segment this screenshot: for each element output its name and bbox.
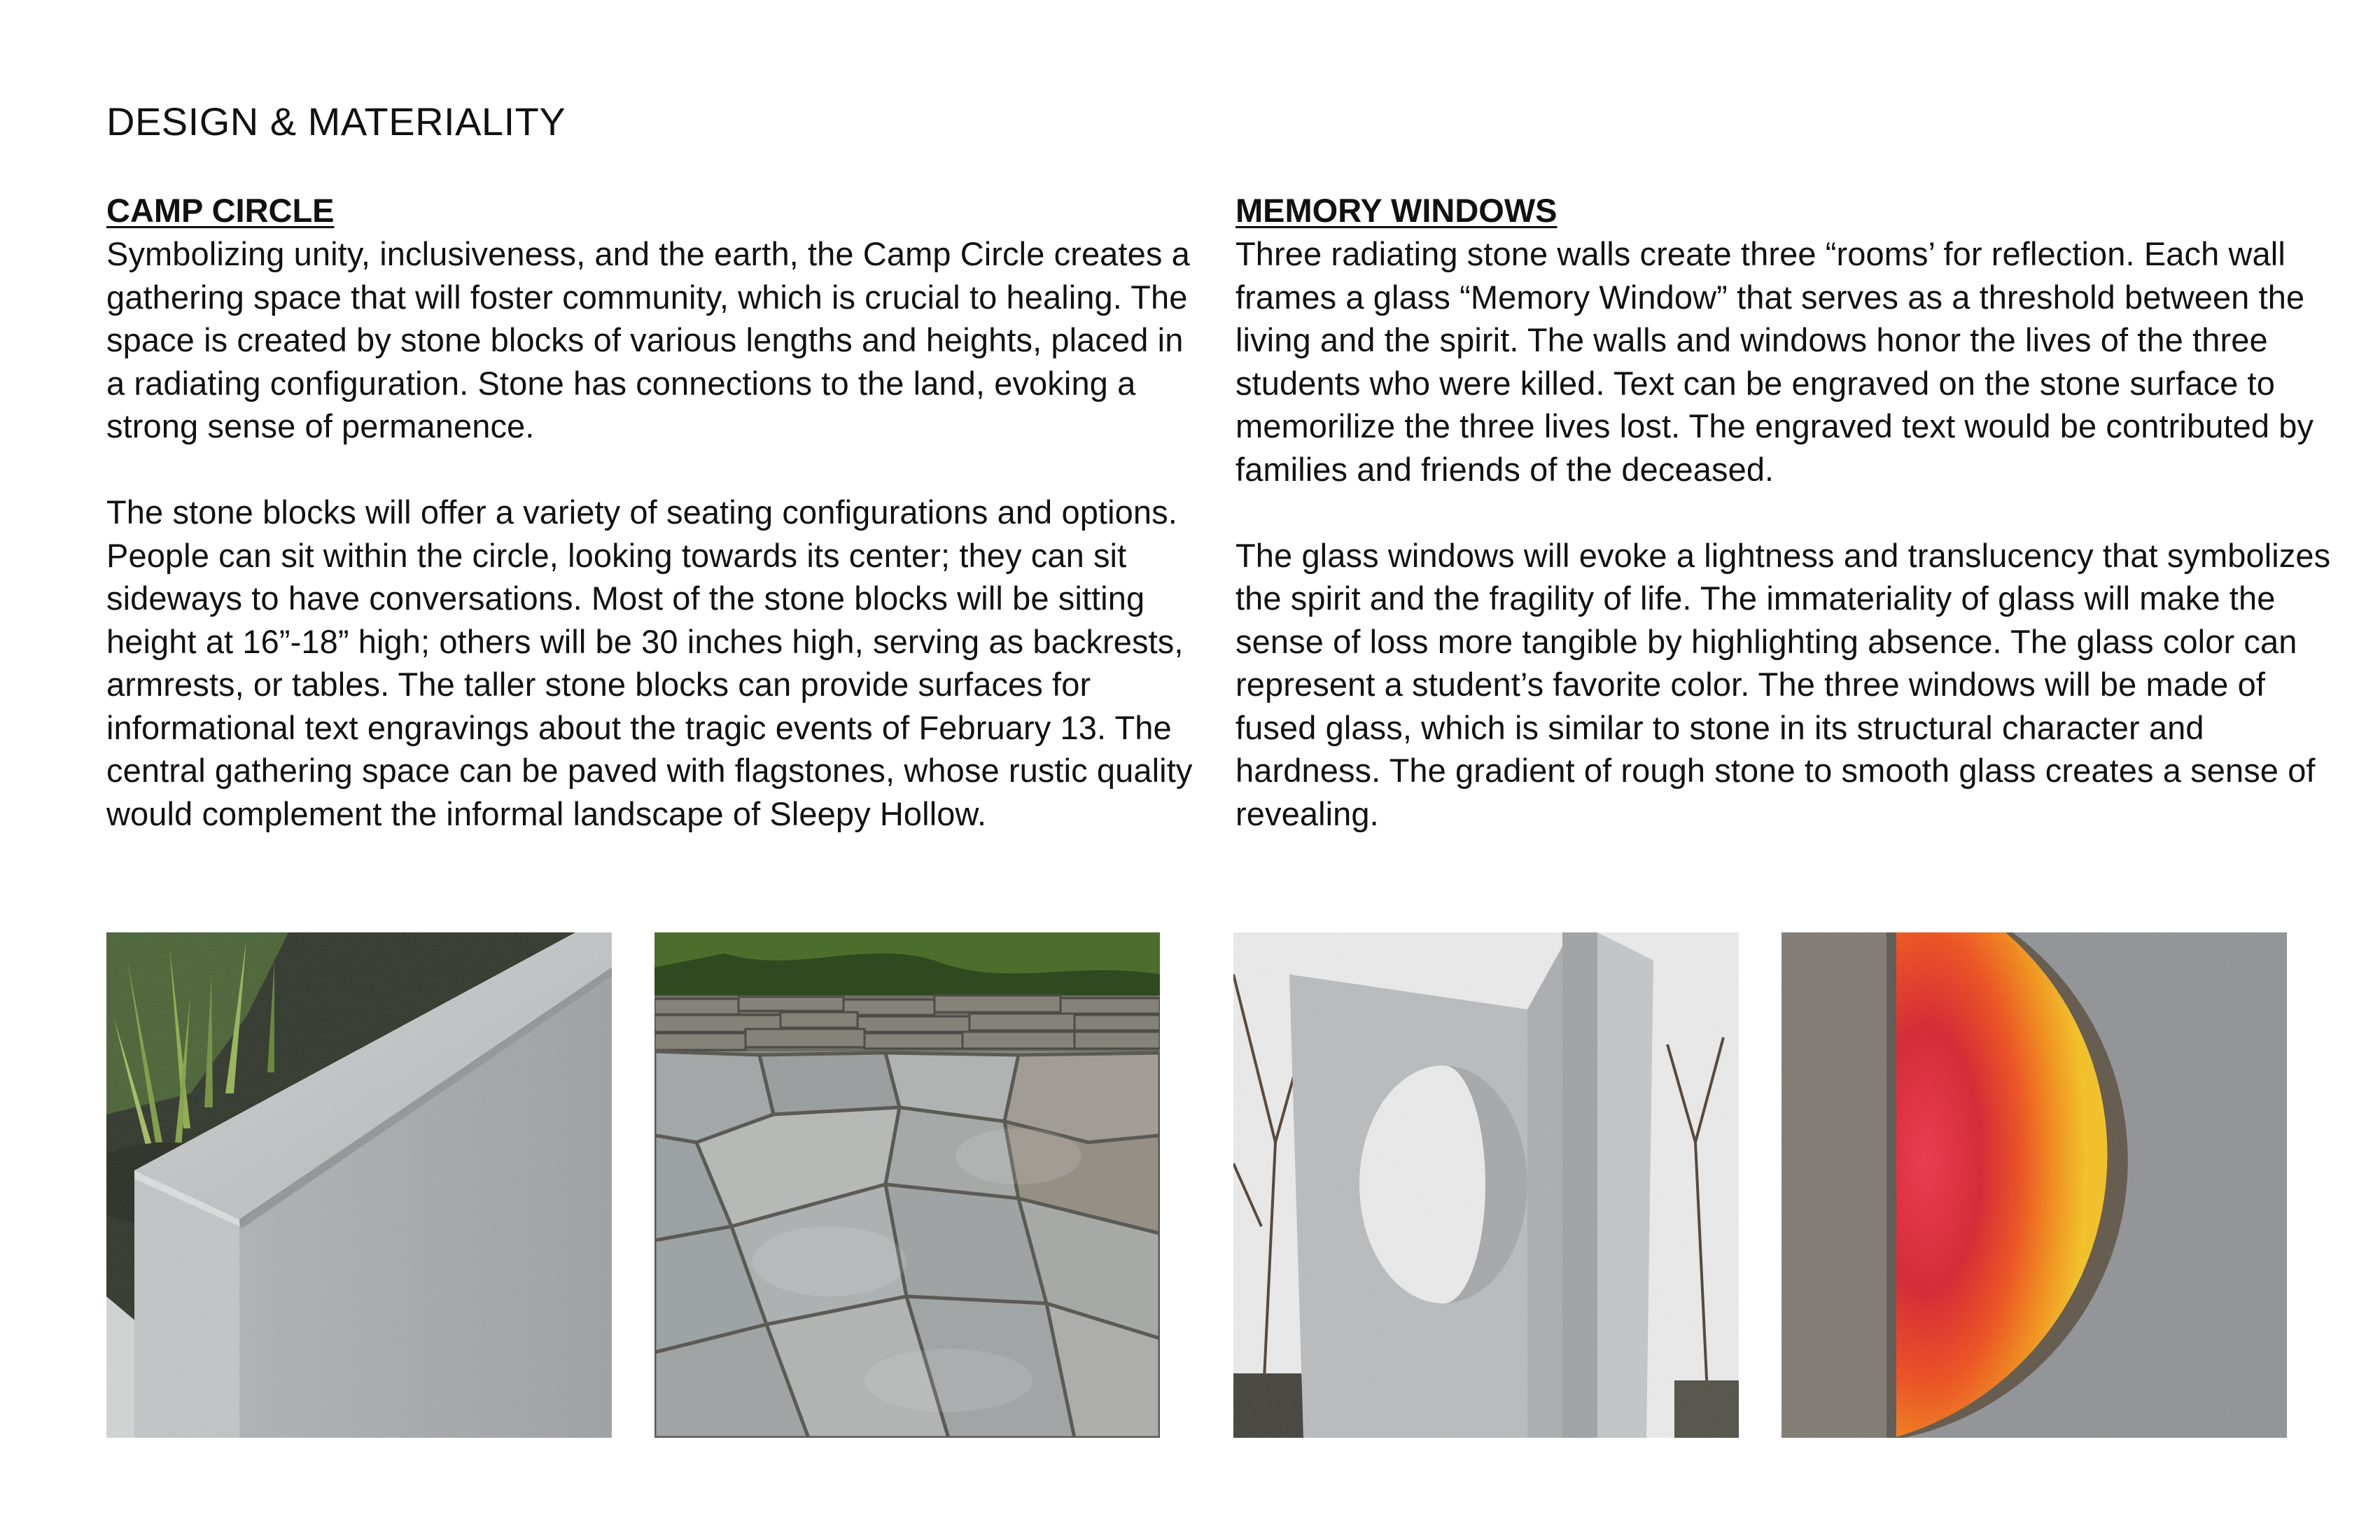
memory-windows-section xyxy=(1236,189,2342,835)
memory-windows-paragraph-1: Three radiating stone walls create three “rooms’ for reflection. Each wall frames a glass “Memory Window” that serves as a threshold between the living and the spirit. The walls and windows honor the lives of the three students who were killed. Text can be engraved on the stone surface to memorilize the three lives lost. The engraved text would be contributed by families and friends of the deceased. xyxy=(1236,235,2314,488)
stone-wall-opening-photo xyxy=(1233,932,1739,1438)
flagstone-paving-photo xyxy=(654,932,1160,1438)
memory-windows-paragraph-2: The glass windows will evoke a lightness and translucency that symbolizes the spirit and the fragility of life. The immateriality of glass will make the sense of loss more tangible by highlighting absence. The glass color can represent a student’s favorite color. The three windows will be made of fused glass, which is similar to stone in its structural character and hardness. The gradient of rough stone to smooth glass creates a sense of revealing. xyxy=(1236,536,2331,832)
camp-circle-paragraph-1: Symbolizing unity, inclusiveness, and the earth, the Camp Circle creates a gathering space that will foster community, which is crucial to healing. The space is created by stone blocks of various lengths and heights, placed in a radiating configuration. Stone has connections to the land, evoking a strong sense of permanence. xyxy=(106,235,1190,444)
memory-windows-heading: MEMORY WINDOWS xyxy=(1236,192,1558,229)
fused-glass-window-photo xyxy=(1782,932,2287,1438)
camp-circle-heading: CAMP CIRCLE xyxy=(106,192,335,229)
granite-bench-photo xyxy=(106,932,612,1438)
camp-circle-section xyxy=(106,189,1198,835)
camp-circle-paragraph-2: The stone blocks will offer a variety of seating configurations and options. People can sit within the circle, looking towards its center; they can sit sideways to have conversations. Most of the stone blocks will be sitting height at 16”-18” high; others will be 30 inches high, serving as backrests, armrests, or tables. The taller stone blocks can provide surfaces for informational text engravings about the tragic events of February 13. The central gathering space can be paved with flagstones, whose rustic quality would complement the informal landscape of Sleepy Hollow. xyxy=(106,493,1193,832)
page-title: DESIGN & MATERIALITY xyxy=(106,99,566,144)
